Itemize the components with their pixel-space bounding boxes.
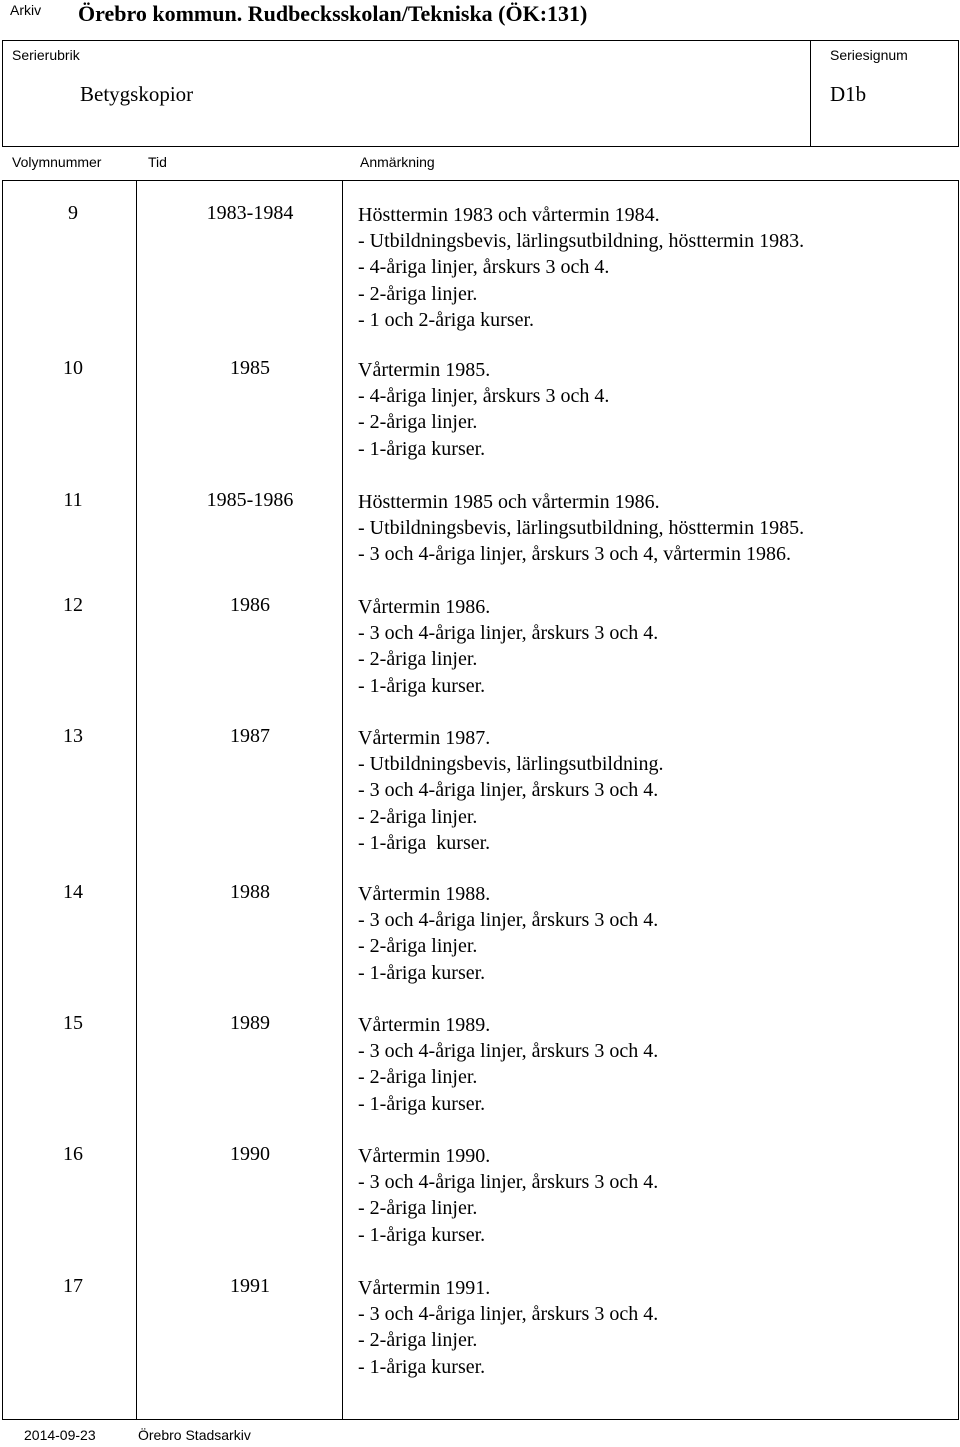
remark (358, 1143, 658, 1248)
column-header-anmarkning: Anmärkning (360, 154, 435, 170)
footer-archive: Örebro Stadsarkiv (138, 1427, 251, 1443)
serierubrik-label: Serierubrik (12, 47, 80, 63)
remark-line: Vårtermin 1985. (358, 359, 491, 381)
remark (358, 725, 664, 856)
remark (358, 357, 609, 462)
header-left-border (2, 40, 3, 147)
remark-line: - 2-åriga linjer. (358, 1066, 478, 1089)
remark-line: - 1-åriga kurser. (358, 831, 491, 854)
arkiv-title: Örebro kommun. Rudbecksskolan/Tekniska (ÖK:131) (78, 1, 588, 26)
remark (358, 202, 804, 333)
table-top-rule (2, 180, 959, 181)
volume-number: 15 (63, 1012, 83, 1034)
remark-line: - 1-åriga kurser. (358, 1355, 486, 1378)
time-period: 1985-1986 (206, 489, 294, 511)
time-period: 1989 (230, 1012, 270, 1034)
time-period: 1983-1984 (206, 202, 294, 224)
remark-line: - 4-åriga linjer, årskurs 3 och 4. (358, 256, 610, 279)
arkiv-label: Arkiv (10, 2, 42, 18)
table-right-border (958, 180, 959, 1420)
remark-line: - 3 och 4-åriga linjer, årskurs 3 och 4. (358, 1303, 659, 1326)
time-period: 1987 (230, 725, 270, 747)
remark-line: - Utbildningsbevis, lärlingsutbildning, hösttermin 1985. (358, 517, 805, 540)
remark-line: - 3 och 4-åriga linjer, årskurs 3 och 4, vårtermin 1986. (358, 543, 791, 566)
header-bottom-rule (2, 146, 959, 147)
remark-line: - 3 och 4-åriga linjer, årskurs 3 och 4. (358, 1040, 659, 1063)
remark-line: - 2-åriga linjer. (358, 935, 478, 958)
remark-line: Vårtermin 1991. (358, 1277, 491, 1299)
remark (358, 489, 804, 568)
header-top-rule (2, 40, 958, 41)
remark (358, 1012, 658, 1117)
column-header-tid: Tid (148, 154, 167, 170)
remark (358, 881, 658, 986)
remark-line: Vårtermin 1989. (358, 1014, 491, 1036)
remark-line: - 1-åriga kurser. (358, 437, 486, 460)
time-period: 1991 (230, 1275, 270, 1297)
remark-line: - 1-åriga kurser. (358, 1092, 486, 1115)
remark-line: - 2-åriga linjer. (358, 411, 478, 434)
seriesignum-value: D1b (830, 82, 867, 106)
volume-number: 17 (63, 1275, 83, 1297)
remark-line: - 2-åriga linjer. (358, 1329, 478, 1352)
remark-line: Vårtermin 1986. (358, 596, 491, 618)
volume-number: 13 (63, 725, 83, 747)
time-period: 1986 (230, 594, 270, 616)
remark (358, 1275, 658, 1380)
remark-line: Vårtermin 1990. (358, 1145, 491, 1167)
table-left-border (2, 180, 3, 1420)
remark-line: - Utbildningsbevis, lärlingsutbildning, hösttermin 1983. (358, 230, 805, 253)
time-period: 1990 (230, 1143, 270, 1165)
table-divider-volume (136, 180, 137, 1420)
volume-number: 11 (63, 489, 83, 511)
remark-line: Vårtermin 1987. (358, 727, 491, 749)
footer-date: 2014-09-23 (24, 1427, 96, 1443)
remark-line: - 1-åriga kurser. (358, 961, 486, 984)
volume-number: 10 (63, 357, 83, 379)
volume-number: 9 (68, 202, 78, 224)
remark-line: - 2-åriga linjer. (358, 805, 478, 828)
remark-line: Vårtermin 1988. (358, 883, 491, 905)
header-divider (810, 40, 811, 147)
remark-line: - 2-åriga linjer. (358, 282, 478, 305)
time-period: 1988 (230, 881, 270, 903)
remark-line: - 3 och 4-åriga linjer, årskurs 3 och 4. (358, 1171, 659, 1194)
remark-line: - 3 och 4-åriga linjer, årskurs 3 och 4. (358, 909, 659, 932)
remark-line: - 1-åriga kurser. (358, 674, 486, 697)
volume-number: 16 (63, 1143, 83, 1165)
remark-line: - 4-åriga linjer, årskurs 3 och 4. (358, 385, 610, 408)
column-header-volymnummer: Volymnummer (12, 154, 102, 170)
remark-line: Hösttermin 1985 och vårtermin 1986. (358, 491, 660, 513)
serierubrik-value: Betygskopior (80, 82, 194, 106)
remark-line: - 1-åriga kurser. (358, 1223, 486, 1246)
header-right-border (958, 40, 959, 147)
remark-line: Hösttermin 1983 och vårtermin 1984. (358, 204, 660, 226)
remark (358, 594, 658, 699)
remark-line: - 2-åriga linjer. (358, 1197, 478, 1220)
volume-number: 12 (63, 594, 83, 616)
volume-number: 14 (63, 881, 83, 903)
remark-line: - Utbildningsbevis, lärlingsutbildning. (358, 753, 664, 776)
remark-line: - 3 och 4-åriga linjer, årskurs 3 och 4. (358, 622, 659, 645)
remark-line: - 1 och 2-åriga kurser. (358, 308, 535, 331)
table-bottom-rule (2, 1419, 959, 1420)
seriesignum-label: Seriesignum (830, 47, 908, 63)
remark-line: - 2-åriga linjer. (358, 648, 478, 671)
remark-line: - 3 och 4-åriga linjer, årskurs 3 och 4. (358, 779, 659, 802)
time-period: 1985 (230, 357, 270, 379)
